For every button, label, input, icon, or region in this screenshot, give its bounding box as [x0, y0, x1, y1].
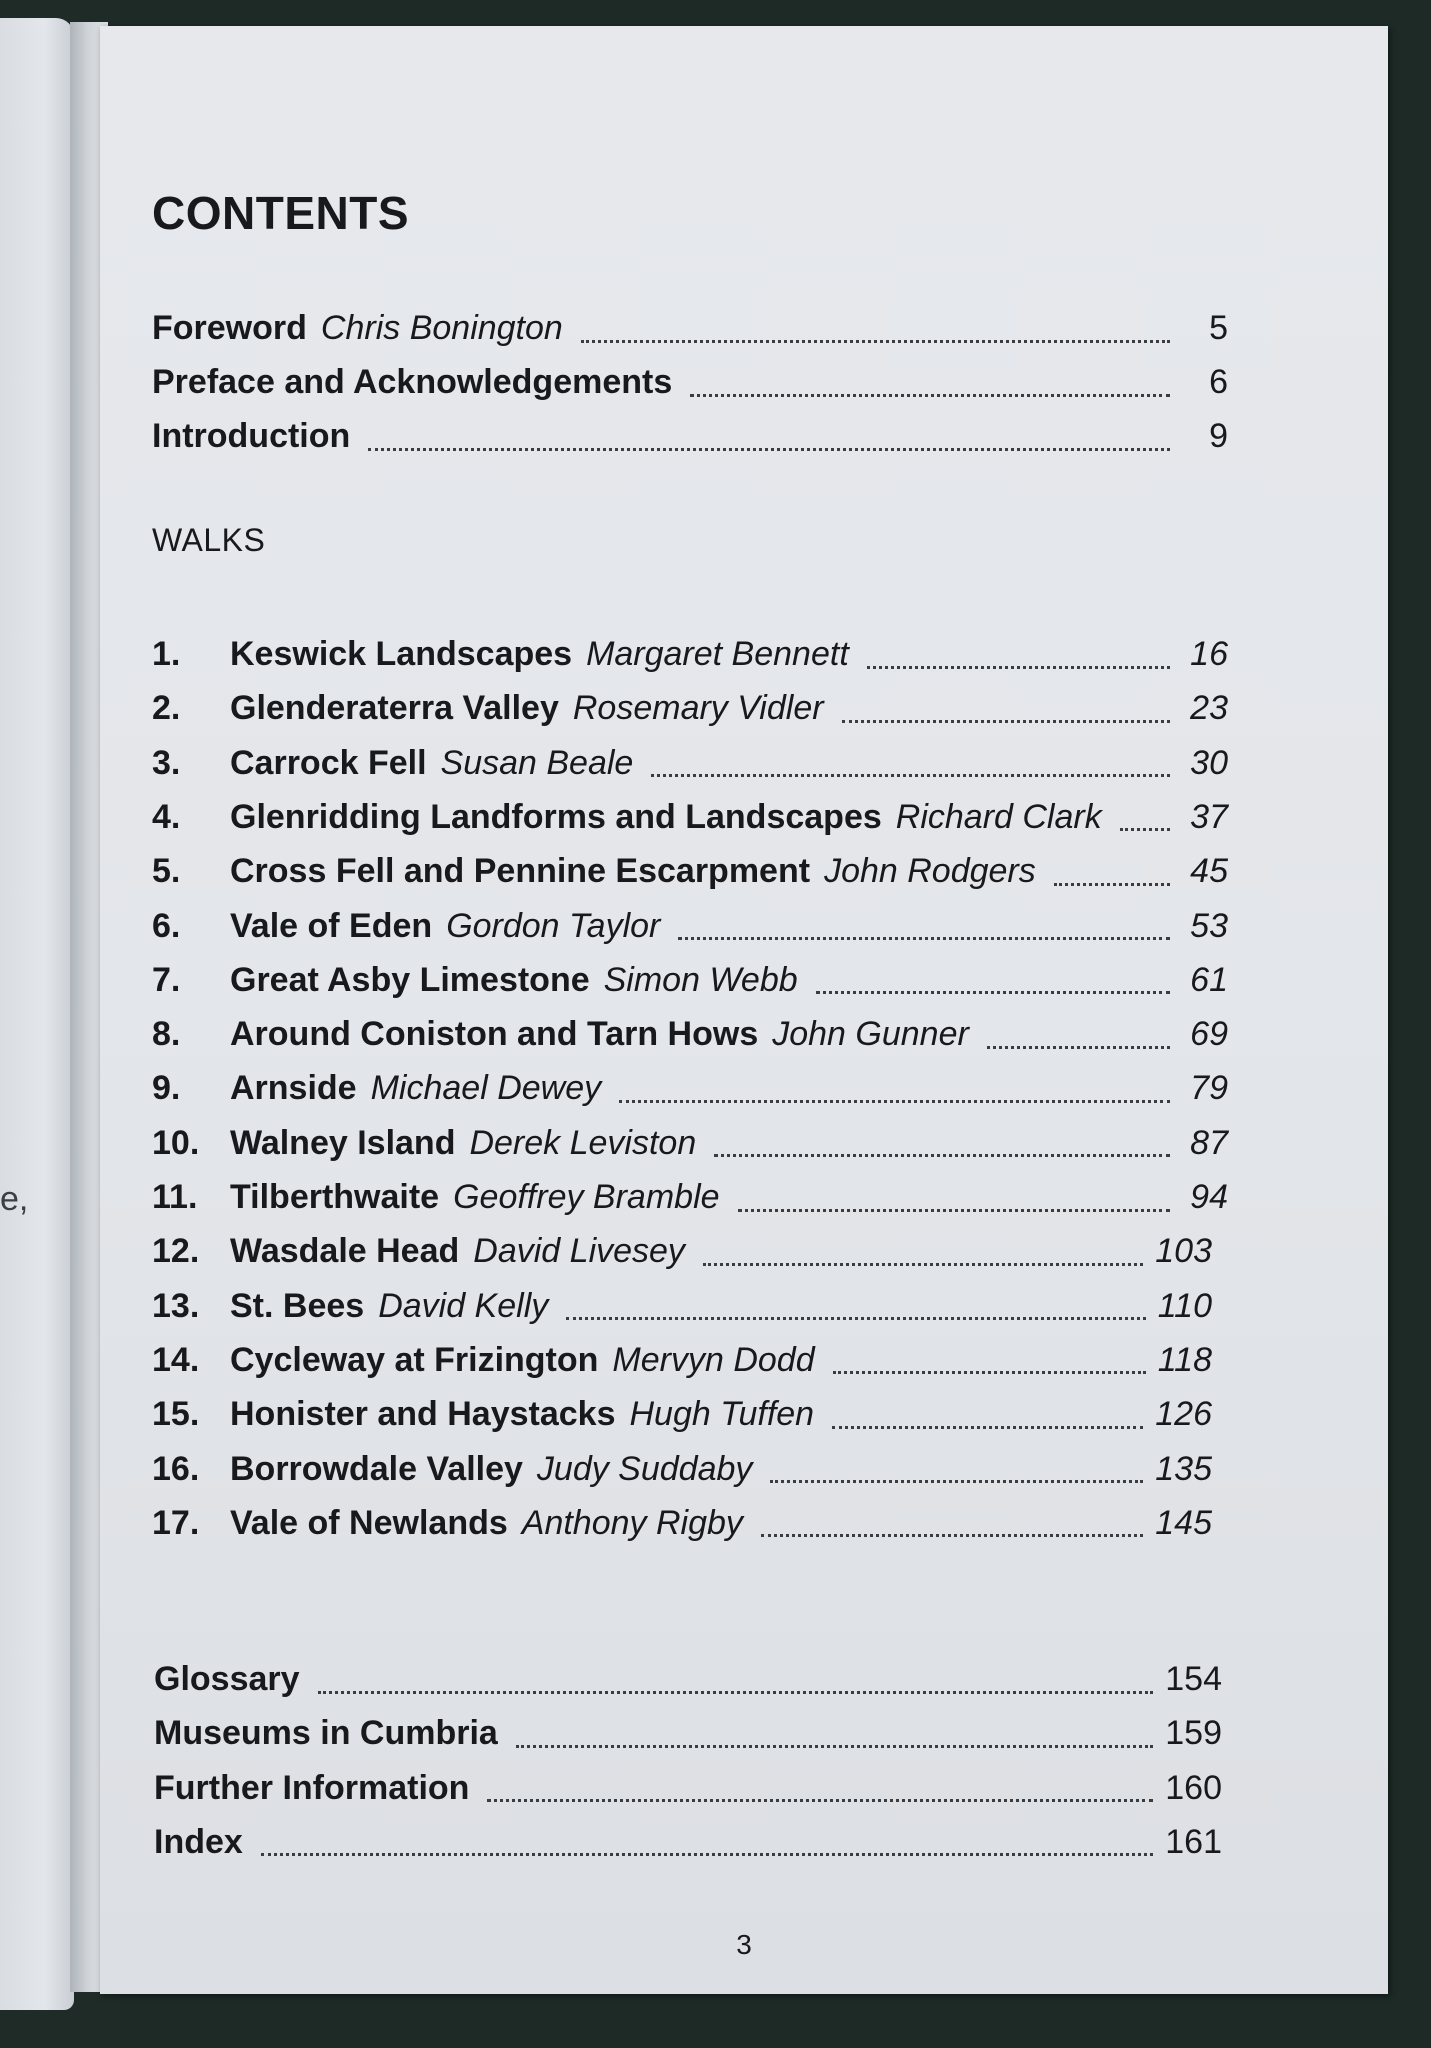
entry-page: 161: [1165, 1822, 1222, 1861]
walk-number: 16.: [152, 1449, 200, 1488]
entry-title: Index: [154, 1822, 243, 1861]
walk-number: 15.: [152, 1395, 200, 1434]
toc-entry: [154, 1769, 1222, 1809]
walk-page: 135: [1155, 1449, 1212, 1488]
walk-page: 87: [1190, 1123, 1228, 1162]
entry-title: Foreword: [152, 309, 307, 347]
dot-leader: [703, 1263, 1143, 1266]
walk-author: Richard Clark: [895, 797, 1102, 836]
walk-entry: [152, 1069, 1228, 1109]
walk-author: Hugh Tuffen: [629, 1395, 815, 1434]
entry-page: 6: [1209, 363, 1228, 401]
walk-number: 6.: [152, 906, 181, 945]
walk-title: Vale of Newlands: [230, 1503, 508, 1542]
entry-page: 159: [1165, 1714, 1222, 1753]
walk-title: Arnside: [230, 1069, 357, 1108]
walk-page: 30: [1190, 743, 1228, 782]
walk-page: 79: [1190, 1069, 1228, 1108]
walk-author: Margaret Bennett: [586, 635, 849, 673]
walk-page: 23: [1190, 689, 1228, 728]
dot-leader: [368, 448, 1170, 451]
walk-number: 7.: [152, 960, 181, 999]
dot-leader: [581, 340, 1170, 343]
dot-leader: [842, 720, 1170, 723]
walk-page: 61: [1190, 960, 1228, 999]
walk-number: 10.: [152, 1123, 200, 1162]
walk-entry: [152, 1341, 1212, 1381]
walk-page: 103: [1155, 1232, 1212, 1271]
walk-title: Cross Fell and Pennine Escarpment: [230, 852, 811, 891]
walk-page: 126: [1155, 1395, 1212, 1434]
walk-title: St. Bees: [230, 1286, 365, 1325]
walk-page: 45: [1190, 852, 1228, 891]
toc-entry: [152, 309, 1228, 349]
walk-title: Around Coniston and Tarn Hows: [230, 1015, 759, 1054]
entry-page: 5: [1209, 309, 1228, 347]
walk-title: Glenderaterra Valley: [230, 689, 559, 728]
walk-page: 145: [1155, 1503, 1212, 1542]
walk-number: 9.: [152, 1069, 181, 1108]
dot-leader: [1054, 883, 1170, 886]
dot-leader: [761, 1534, 1143, 1537]
page-content: [100, 26, 1388, 1994]
entry-title: Museums in Cumbria: [154, 1714, 498, 1753]
dot-leader: [318, 1691, 1154, 1694]
walk-page: 118: [1157, 1340, 1212, 1379]
walk-title: Tilberthwaite: [230, 1178, 440, 1216]
walks-heading: WALKS: [152, 522, 266, 558]
walk-entry: [152, 1232, 1212, 1272]
walk-number: 3.: [152, 743, 181, 782]
dot-leader: [261, 1853, 1153, 1856]
walk-title: Honister and Haystacks: [230, 1395, 616, 1434]
walk-entry: [152, 852, 1228, 892]
walk-author: Michael Dewey: [370, 1069, 602, 1108]
entry-title: Introduction: [152, 417, 351, 455]
walk-number: 2.: [152, 689, 181, 728]
walk-entry: [152, 1450, 1212, 1490]
dot-leader: [714, 1154, 1170, 1157]
dot-leader: [867, 666, 1170, 669]
walk-entry: [152, 1287, 1212, 1327]
walk-title: Great Asby Limestone: [230, 960, 590, 999]
toc-entry: [152, 363, 1228, 403]
walk-entry: [152, 1015, 1228, 1055]
walk-title: Walney Island: [230, 1123, 456, 1162]
page-number: 3: [736, 1929, 752, 1960]
dot-leader: [619, 1100, 1170, 1103]
walk-page: 69: [1190, 1015, 1228, 1054]
walk-title: Cycleway at Frizington: [230, 1340, 599, 1379]
dot-leader: [566, 1317, 1146, 1320]
walk-entry: [152, 1504, 1212, 1544]
dot-leader: [770, 1480, 1143, 1483]
entry-title: Glossary: [154, 1660, 300, 1698]
walk-page: 37: [1190, 797, 1228, 836]
walk-entry: [152, 635, 1228, 675]
walk-number: 5.: [152, 852, 181, 891]
toc-entry: [154, 1714, 1222, 1754]
dot-leader: [832, 1426, 1143, 1429]
contents-page: [100, 26, 1388, 1994]
walk-entry: [152, 1124, 1228, 1164]
walk-page: 110: [1157, 1286, 1212, 1325]
walk-title: Wasdale Head: [230, 1232, 460, 1271]
dot-leader: [738, 1209, 1170, 1212]
facing-page-text: e,: [0, 1180, 29, 1218]
dot-leader: [651, 774, 1170, 777]
walk-author: David Livesey: [473, 1232, 685, 1271]
walk-title: Vale of Eden: [230, 906, 433, 945]
walk-title: Borrowdale Valley: [230, 1449, 523, 1488]
walk-number: 11.: [152, 1178, 198, 1216]
walk-number: 13.: [152, 1286, 200, 1325]
walk-title: Carrock Fell: [230, 743, 427, 782]
entry-title: Preface and Acknowledgements: [152, 363, 673, 401]
walk-title: Keswick Landscapes: [230, 635, 573, 673]
entry-page: 160: [1165, 1768, 1222, 1807]
dot-leader: [1120, 828, 1170, 831]
walk-author: Gordon Taylor: [446, 906, 661, 945]
walk-number: 14.: [152, 1340, 200, 1379]
dot-leader: [690, 394, 1170, 397]
walk-author: Simon Webb: [603, 960, 798, 999]
walk-number: 1.: [152, 635, 181, 673]
entry-title: Further Information: [154, 1768, 470, 1807]
walk-number: 12.: [152, 1232, 200, 1271]
walk-author: Susan Beale: [440, 743, 634, 782]
facing-page: [0, 18, 74, 2010]
walk-author: Judy Suddaby: [536, 1449, 753, 1488]
dot-leader: [833, 1371, 1146, 1374]
walk-author: Anthony Rigby: [521, 1503, 743, 1542]
toc-entry: [154, 1823, 1222, 1863]
entry-author: Chris Bonington: [320, 309, 563, 347]
walk-page: 16: [1190, 635, 1228, 673]
walk-number: 17.: [152, 1503, 200, 1542]
walk-author: Derek Leviston: [469, 1123, 697, 1162]
dot-leader: [678, 937, 1170, 940]
walk-entry: [152, 689, 1228, 729]
dot-leader: [487, 1799, 1153, 1802]
walk-author: David Kelly: [378, 1286, 549, 1325]
walk-page: 94: [1190, 1178, 1228, 1216]
walk-entry: [152, 961, 1228, 1001]
walk-entry: [152, 798, 1228, 838]
dot-leader: [816, 991, 1170, 994]
dot-leader: [987, 1046, 1170, 1049]
walk-author: Geoffrey Bramble: [453, 1178, 720, 1216]
walk-entry: [152, 907, 1228, 947]
walk-number: 8.: [152, 1015, 181, 1054]
dot-leader: [516, 1745, 1153, 1748]
walk-entry: [152, 1178, 1228, 1218]
walk-page: 53: [1190, 906, 1228, 945]
walk-entry: [152, 1395, 1212, 1435]
page-title: CONTENTS: [152, 187, 409, 239]
walk-author: John Gunner: [772, 1015, 969, 1054]
walk-number: 4.: [152, 797, 181, 836]
entry-page: 9: [1209, 417, 1228, 455]
walk-title: Glenridding Landforms and Landscapes: [230, 797, 882, 836]
walk-author: Rosemary Vidler: [572, 689, 824, 728]
toc-entry: [154, 1660, 1222, 1700]
walk-author: Mervyn Dodd: [612, 1340, 815, 1379]
walk-entry: [152, 744, 1228, 784]
entry-page: 154: [1165, 1660, 1222, 1698]
walk-author: John Rodgers: [824, 852, 1036, 891]
toc-entry: [152, 417, 1228, 457]
